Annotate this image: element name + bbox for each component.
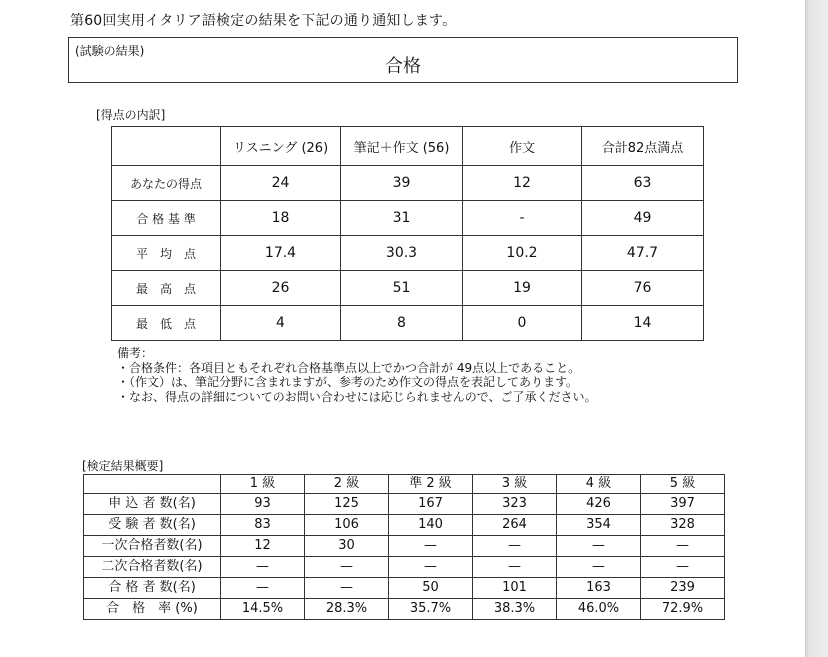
row-label: 最 高 点 bbox=[112, 271, 221, 306]
note-line: ・（作文）は、筆記分野に含まれますが、参考のため作文の得点を表記してあります。 bbox=[117, 375, 579, 389]
table-cell: — bbox=[473, 536, 557, 557]
table-cell: - bbox=[463, 201, 582, 236]
table-cell: 125 bbox=[305, 494, 389, 515]
header-cell: 作文 bbox=[463, 127, 582, 166]
exam-result-value: 合格 bbox=[385, 56, 421, 77]
score-breakdown-title: [得点の内訳] bbox=[96, 108, 166, 122]
row-label: 合 格 者 数(名) bbox=[84, 578, 221, 599]
table-header-row bbox=[84, 475, 725, 494]
table-cell: 4 bbox=[221, 306, 341, 341]
table-cell: — bbox=[641, 536, 725, 557]
header-cell: リスニング (26) bbox=[221, 127, 341, 166]
table-cell: 51 bbox=[341, 271, 463, 306]
table-cell: 30.3 bbox=[341, 236, 463, 271]
row-label: 平 均 点 bbox=[112, 236, 221, 271]
table-row bbox=[112, 306, 704, 341]
notes-title: 備考： bbox=[117, 346, 154, 360]
table-row bbox=[84, 536, 725, 557]
table-cell: 31 bbox=[341, 201, 463, 236]
table-cell: 264 bbox=[473, 515, 557, 536]
table-cell: 28.3% bbox=[305, 599, 389, 620]
table-cell: — bbox=[389, 557, 473, 578]
table-cell: — bbox=[641, 557, 725, 578]
header-cell bbox=[112, 127, 221, 166]
row-label: 最 低 点 bbox=[112, 306, 221, 341]
notes-block bbox=[117, 346, 597, 404]
row-label: あなたの得点 bbox=[112, 166, 221, 201]
table-cell: — bbox=[389, 536, 473, 557]
table-row bbox=[84, 515, 725, 536]
table-cell: — bbox=[305, 578, 389, 599]
table-cell: 328 bbox=[641, 515, 725, 536]
row-label: 受 験 者 数(名) bbox=[84, 515, 221, 536]
table-cell: — bbox=[473, 557, 557, 578]
summary-title: [検定結果概要] bbox=[82, 459, 164, 473]
table-cell: 63 bbox=[582, 166, 704, 201]
page-edge-shadow bbox=[805, 0, 828, 657]
score-breakdown-table bbox=[111, 126, 704, 341]
table-cell: 426 bbox=[557, 494, 641, 515]
table-cell: — bbox=[557, 536, 641, 557]
table-cell: 397 bbox=[641, 494, 725, 515]
table-cell: — bbox=[557, 557, 641, 578]
table-cell: 19 bbox=[463, 271, 582, 306]
header-cell: 5 級 bbox=[641, 475, 725, 494]
table-row bbox=[84, 557, 725, 578]
table-cell: 38.3% bbox=[473, 599, 557, 620]
table-cell: 140 bbox=[389, 515, 473, 536]
header-cell: 1 級 bbox=[221, 475, 305, 494]
table-cell: 14 bbox=[582, 306, 704, 341]
table-cell: 12 bbox=[463, 166, 582, 201]
table-header-row bbox=[112, 127, 704, 166]
exam-result-label: (試験の結果) bbox=[75, 44, 145, 58]
row-label: 申 込 者 数(名) bbox=[84, 494, 221, 515]
table-cell: 47.7 bbox=[582, 236, 704, 271]
table-row bbox=[84, 578, 725, 599]
table-row bbox=[84, 494, 725, 515]
note-line: ・なお、得点の詳細についてのお問い合わせには応じられませんので、ご了承ください。 bbox=[117, 389, 597, 404]
header-cell: 3 級 bbox=[473, 475, 557, 494]
table-row bbox=[112, 166, 704, 201]
table-cell: 354 bbox=[557, 515, 641, 536]
header-cell: 準 2 級 bbox=[389, 475, 473, 494]
table-cell: 18 bbox=[221, 201, 341, 236]
table-cell: 76 bbox=[582, 271, 704, 306]
row-label: 一次合格者数(名) bbox=[84, 536, 221, 557]
row-label: 二次合格者数(名) bbox=[84, 557, 221, 578]
table-cell: — bbox=[221, 578, 305, 599]
table-cell: 72.9% bbox=[641, 599, 725, 620]
table-row bbox=[112, 271, 704, 306]
table-cell: 8 bbox=[341, 306, 463, 341]
table-cell: 101 bbox=[473, 578, 557, 599]
table-cell: 30 bbox=[305, 536, 389, 557]
table-cell: 14.5% bbox=[221, 599, 305, 620]
notice-headline: 第60回実用イタリア語検定の結果を下記の通り通知します。 bbox=[70, 13, 457, 29]
table-cell: 163 bbox=[557, 578, 641, 599]
table-cell: 106 bbox=[305, 515, 389, 536]
table-cell: 50 bbox=[389, 578, 473, 599]
table-cell: — bbox=[305, 557, 389, 578]
table-row bbox=[112, 201, 704, 236]
table-cell: 26 bbox=[221, 271, 341, 306]
note-line: ・合格条件：各項目ともそれぞれ合格基準点以上でかつ合計が 49点以上であること。 bbox=[117, 360, 581, 375]
table-cell: 167 bbox=[389, 494, 473, 515]
header-cell bbox=[84, 475, 221, 494]
table-cell: 93 bbox=[221, 494, 305, 515]
header-cell: 筆記＋作文 (56) bbox=[341, 127, 463, 166]
exam-summary-table bbox=[83, 474, 725, 620]
table-cell: 83 bbox=[221, 515, 305, 536]
table-cell: 35.7% bbox=[389, 599, 473, 620]
header-cell: 4 級 bbox=[557, 475, 641, 494]
table-cell: 24 bbox=[221, 166, 341, 201]
table-cell: 10.2 bbox=[463, 236, 582, 271]
table-cell: 39 bbox=[341, 166, 463, 201]
row-label: 合 格 基 準 bbox=[112, 201, 221, 236]
table-cell: 239 bbox=[641, 578, 725, 599]
table-cell: 12 bbox=[221, 536, 305, 557]
table-cell: 49 bbox=[582, 201, 704, 236]
table-row bbox=[84, 599, 725, 620]
header-cell: 2 級 bbox=[305, 475, 389, 494]
table-cell: — bbox=[221, 557, 305, 578]
table-cell: 0 bbox=[463, 306, 582, 341]
header-cell: 合計82点満点 bbox=[582, 127, 704, 166]
exam-result-box bbox=[68, 37, 738, 83]
table-cell: 323 bbox=[473, 494, 557, 515]
table-cell: 17.4 bbox=[221, 236, 341, 271]
table-cell: 46.0% bbox=[557, 599, 641, 620]
table-row bbox=[112, 236, 704, 271]
row-label: 合 格 率 (%) bbox=[84, 599, 221, 620]
